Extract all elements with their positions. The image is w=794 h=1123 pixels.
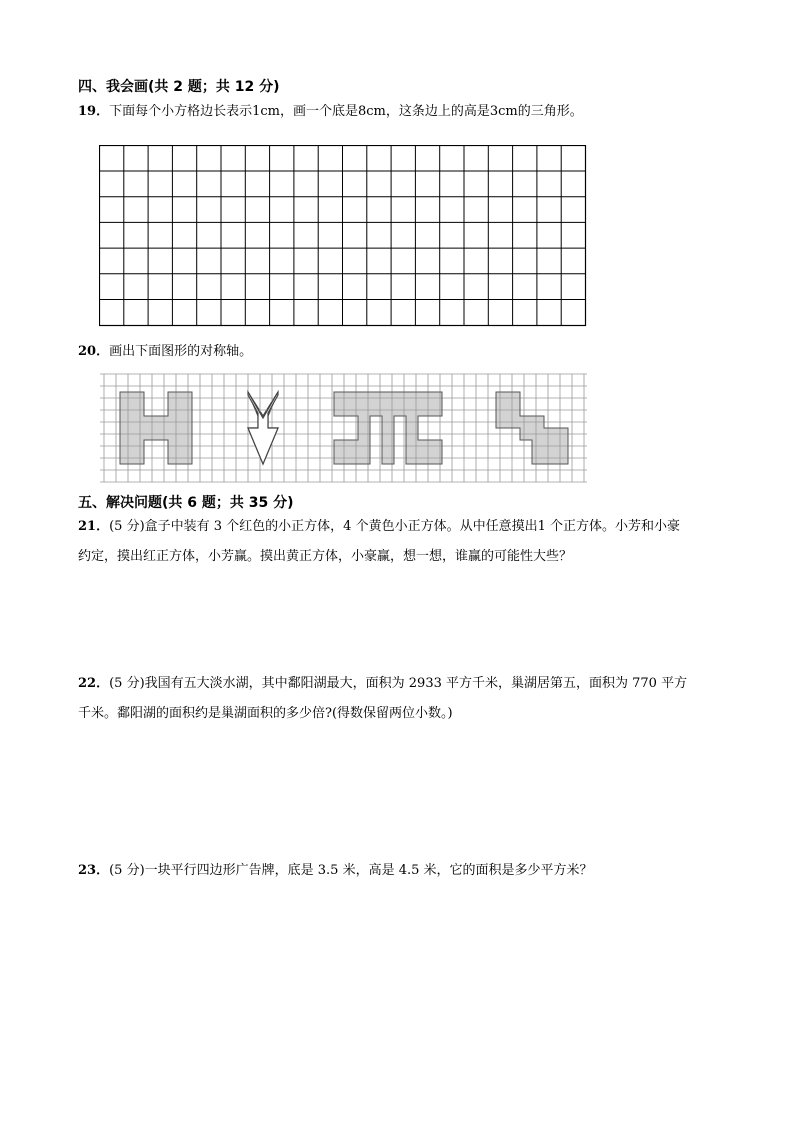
- question-number: 22．: [78, 676, 110, 691]
- question-text-line-1: (5 分)盒子中装有 3 个红色的小正方体，4 个黄色小正方体。从中任意摸出1 个正方体。小芳和小豪: [109, 519, 680, 534]
- question-text: 下面每个小方格边长表示1cm，画一个底是8cm，这条边上的高是3cm的三角形。: [109, 104, 583, 119]
- section-5-title: 五、解决问题(共 6 题；共 35 分): [78, 495, 294, 511]
- question-text-line-1: (5 分)我国有五大淡水湖，其中鄱阳湖最大，面积为 2933 平方千米，巢湖居第五，面积为 770 平方: [109, 676, 688, 691]
- question-number: 23．: [78, 863, 110, 878]
- section-4-title: 四、我会画(共 2 题；共 12 分): [78, 79, 280, 95]
- question-text: 画出下面图形的对称轴。: [109, 344, 253, 359]
- question-text-line-2: 千米。鄱阳湖的面积约是巢湖面积的多少倍?(得数保留两位小数。): [78, 706, 453, 721]
- question-text-line-1: (5 分)一块平行四边形广告牌，底是 3.5 米，高是 4.5 米，它的面积是多少平方米？: [109, 863, 593, 878]
- question-number: 20．: [78, 344, 110, 359]
- question-21: [78, 512, 680, 572]
- question-number: 21．: [78, 519, 110, 534]
- question-23: [78, 856, 593, 886]
- q19-drawing-grid[interactable]: [99, 145, 587, 327]
- question-20: [78, 337, 252, 367]
- question-text-line-2: 约定，摸出红正方体，小芳赢。摸出黄正方体，小豪赢，想一想，谁赢的可能性大些？: [78, 549, 573, 564]
- q20-symmetry-figures[interactable]: [100, 373, 587, 483]
- question-22: [78, 669, 687, 729]
- question-number: 19．: [78, 104, 110, 119]
- question-19: [78, 97, 583, 127]
